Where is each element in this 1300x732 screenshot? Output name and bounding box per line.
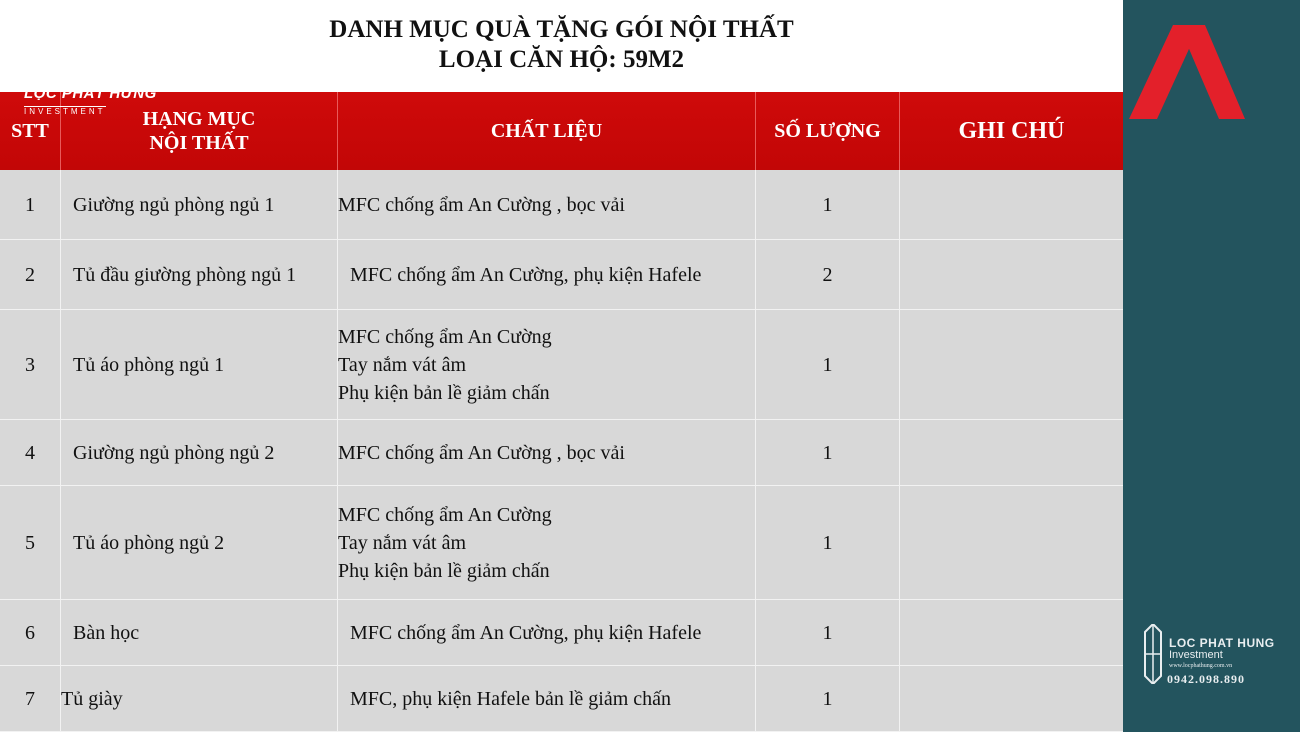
header-item-line2: NỘI THẤT <box>149 132 249 154</box>
table-row <box>0 170 1123 240</box>
table-row <box>0 240 1123 310</box>
row-quantity: 1 <box>756 310 900 419</box>
row-material <box>338 420 756 485</box>
watermark-name: LỘC PHÁT HƯNG <box>24 85 157 102</box>
table-header <box>0 92 1123 170</box>
row-note <box>900 600 1123 665</box>
table-row <box>0 420 1123 486</box>
material-line: MFC, phụ kiện Hafele bản lề giảm chấn <box>350 687 672 710</box>
row-stt: 4 <box>0 420 61 485</box>
page-title: DANH MỤC QUÀ TẶNG GÓI NỘI THẤT <box>329 16 794 43</box>
material-line: MFC chống ẩm An Cường , bọc vải <box>338 193 625 216</box>
row-material <box>338 310 756 419</box>
row-note <box>900 420 1123 485</box>
table-row <box>0 310 1123 420</box>
header-stt: STT <box>0 92 61 170</box>
material-line: Tay nắm vát âm <box>338 353 466 376</box>
row-item: Bàn học <box>61 600 338 665</box>
company-logo <box>1143 622 1293 692</box>
material-line: MFC chống ẩm An Cường <box>338 325 552 348</box>
table-row <box>0 666 1123 732</box>
row-quantity: 1 <box>756 170 900 239</box>
row-note <box>900 486 1123 599</box>
company-watermark <box>24 86 157 118</box>
logo-name: LOC PHAT HUNG <box>1169 636 1275 650</box>
row-stt: 7 <box>0 666 61 731</box>
row-quantity: 2 <box>756 240 900 309</box>
row-material <box>338 666 756 731</box>
material-line: Phụ kiện bản lề giảm chấn <box>338 381 550 404</box>
material-line: Phụ kiện bản lề giảm chấn <box>338 559 550 582</box>
logo-phone: 0942.098.890 <box>1167 672 1245 686</box>
row-note <box>900 240 1123 309</box>
row-quantity: 1 <box>756 420 900 485</box>
row-material <box>338 240 756 309</box>
row-stt: 2 <box>0 240 61 309</box>
header-quantity: SỐ LƯỢNG <box>756 92 900 170</box>
table-row <box>0 600 1123 666</box>
row-quantity: 1 <box>756 486 900 599</box>
material-line: MFC chống ẩm An Cường , bọc vải <box>338 441 625 464</box>
row-stt: 5 <box>0 486 61 599</box>
header-note: GHI CHÚ <box>958 118 1065 144</box>
row-note <box>900 310 1123 419</box>
material-line: MFC chống ẩm An Cường <box>338 503 552 526</box>
material-line: MFC chống ẩm An Cường, phụ kiện Hafele <box>350 621 702 644</box>
page-title-area <box>0 0 1123 92</box>
header-item-line1: HẠNG MỤC <box>142 108 256 130</box>
material-line: MFC chống ẩm An Cường, phụ kiện Hafele <box>350 263 702 286</box>
building-logo-icon <box>1143 624 1163 684</box>
material-line: Tay nắm vát âm <box>338 531 466 554</box>
row-stt: 1 <box>0 170 61 239</box>
row-material <box>338 170 756 239</box>
row-item: Giường ngủ phòng ngủ 1 <box>61 170 338 239</box>
row-item: Tủ áo phòng ngủ 2 <box>61 486 338 599</box>
row-material <box>338 600 756 665</box>
table-row <box>0 486 1123 600</box>
row-item: Giường ngủ phòng ngủ 2 <box>61 420 338 485</box>
row-item: Tủ giày <box>61 666 338 731</box>
row-note <box>900 170 1123 239</box>
logo-website: www.locphathung.com.vn <box>1169 663 1233 669</box>
row-note <box>900 666 1123 731</box>
header-material: CHẤT LIỆU <box>338 92 756 170</box>
row-stt: 6 <box>0 600 61 665</box>
brand-a-logo-icon <box>1129 25 1245 121</box>
row-material <box>338 486 756 599</box>
row-item: Tủ áo phòng ngủ 1 <box>61 310 338 419</box>
watermark-sub: INVESTMENT <box>24 107 106 116</box>
row-stt: 3 <box>0 310 61 419</box>
row-quantity: 1 <box>756 666 900 731</box>
logo-investment: Investment <box>1169 649 1223 661</box>
apartment-type-subtitle: LOẠI CĂN HỘ: 59M2 <box>438 46 685 73</box>
row-item: Tủ đầu giường phòng ngủ 1 <box>61 240 338 309</box>
row-quantity: 1 <box>756 600 900 665</box>
